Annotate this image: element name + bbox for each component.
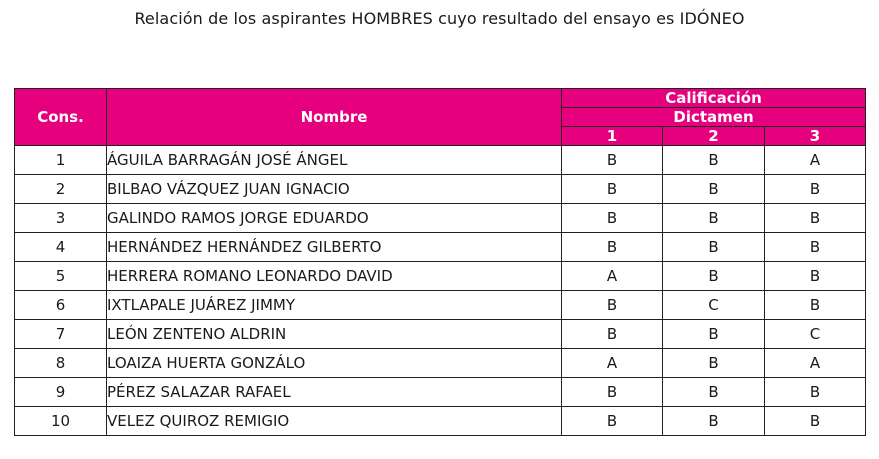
header-dictamen-1: 1 [562,127,663,146]
dictamen-2-cell: B [663,407,765,436]
dictamen-3-cell: B [765,262,866,291]
dictamen-2-cell: B [663,349,765,378]
table-row [15,233,866,262]
cons-cell: 6 [15,291,107,320]
dictamen-1-cell: B [562,291,663,320]
header-dictamen: Dictamen [562,108,866,127]
dictamen-3-cell: B [765,291,866,320]
cons-cell: 4 [15,233,107,262]
dictamen-1-cell: B [562,204,663,233]
dictamen-1-cell: B [562,378,663,407]
cons-cell: 2 [15,175,107,204]
dictamen-2-cell: B [663,378,765,407]
cons-cell: 5 [15,262,107,291]
dictamen-3-cell: B [765,233,866,262]
dictamen-1-cell: A [562,262,663,291]
page-title: Relación de los aspirantes HOMBRES cuyo resultado del ensayo es IDÓNEO [134,9,745,28]
header-calificacion: Calificación [562,89,866,108]
table-row [15,146,866,175]
dictamen-2-cell: B [663,175,765,204]
dictamen-2-cell: B [663,233,765,262]
table-row [15,320,866,349]
dictamen-3-cell: C [765,320,866,349]
nombre-cell: LOAIZA HUERTA GONZÁLO [107,349,562,378]
dictamen-2-cell: B [663,204,765,233]
dictamen-3-cell: B [765,378,866,407]
nombre-cell: PÉREZ SALAZAR RAFAEL [107,378,562,407]
cons-cell: 8 [15,349,107,378]
cons-cell: 1 [15,146,107,175]
cons-cell: 10 [15,407,107,436]
dictamen-2-cell: B [663,262,765,291]
table-header [15,89,866,146]
dictamen-2-cell: C [663,291,765,320]
dictamen-1-cell: B [562,175,663,204]
header-dictamen-2: 2 [663,127,765,146]
dictamen-2-cell: B [663,146,765,175]
header-nombre: Nombre [107,89,562,146]
table-row [15,262,866,291]
results-table [14,88,866,436]
table-row [15,291,866,320]
dictamen-3-cell: A [765,146,866,175]
cons-cell: 9 [15,378,107,407]
nombre-cell: BILBAO VÁZQUEZ JUAN IGNACIO [107,175,562,204]
dictamen-2-cell: B [663,320,765,349]
nombre-cell: HERNÁNDEZ HERNÁNDEZ GILBERTO [107,233,562,262]
dictamen-1-cell: B [562,407,663,436]
dictamen-3-cell: B [765,204,866,233]
cons-cell: 7 [15,320,107,349]
table-row [15,204,866,233]
table-row [15,349,866,378]
table-row [15,175,866,204]
dictamen-1-cell: B [562,320,663,349]
nombre-cell: HERRERA ROMANO LEONARDO DAVID [107,262,562,291]
dictamen-1-cell: B [562,146,663,175]
header-cons: Cons. [15,89,107,146]
table-body [15,146,866,436]
cons-cell: 3 [15,204,107,233]
dictamen-3-cell: A [765,349,866,378]
nombre-cell: GALINDO RAMOS JORGE EDUARDO [107,204,562,233]
nombre-cell: LEÓN ZENTENO ALDRIN [107,320,562,349]
dictamen-3-cell: B [765,407,866,436]
dictamen-1-cell: A [562,349,663,378]
nombre-cell: ÁGUILA BARRAGÁN JOSÉ ÁNGEL [107,146,562,175]
dictamen-1-cell: B [562,233,663,262]
table-row [15,407,866,436]
dictamen-3-cell: B [765,175,866,204]
nombre-cell: VELEZ QUIROZ REMIGIO [107,407,562,436]
header-dictamen-3: 3 [765,127,866,146]
table-row [15,378,866,407]
nombre-cell: IXTLAPALE JUÁREZ JIMMY [107,291,562,320]
